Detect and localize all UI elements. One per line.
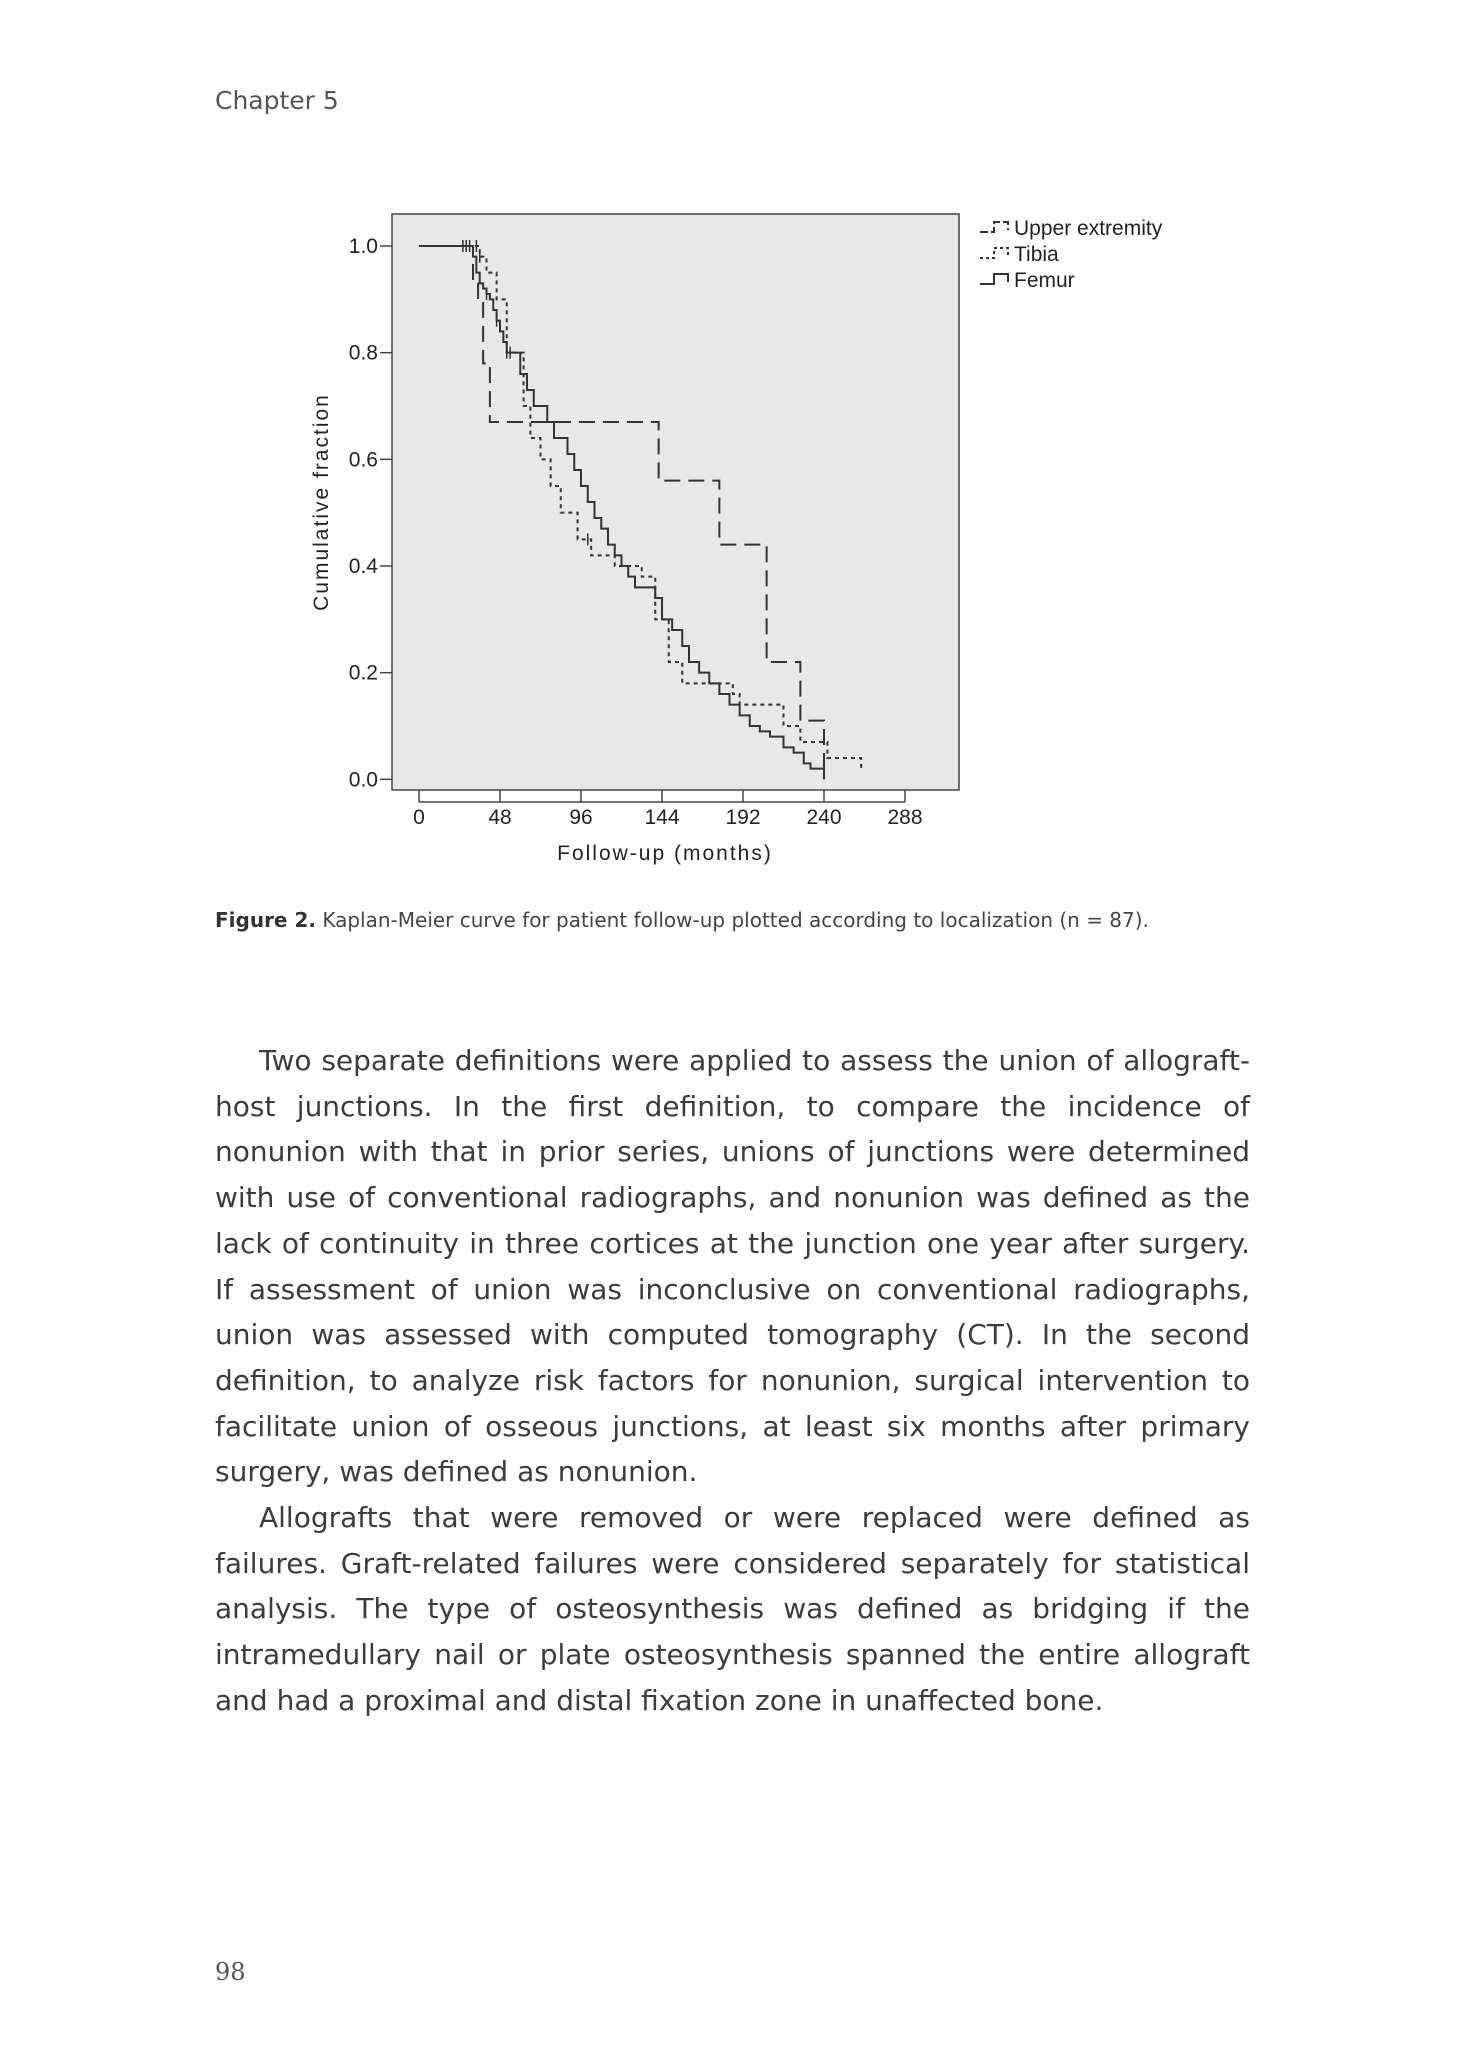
x-tick-label: 144	[644, 806, 680, 829]
figure-caption	[215, 908, 1265, 932]
legend-swatch	[980, 222, 1008, 232]
x-axis-label: Follow-up (months)	[557, 842, 773, 865]
x-tick-label: 192	[725, 806, 761, 829]
paragraph-1: Two separate definitions were applied to assess the union of allograft-host junctions. In the first definition, to compare the incidence of nonunion with that in prior series, unions of junctions were determined with use of conventional radiographs, and nonunion was defined as the lack of continuity in three cortices at the junction one year after surgery. If assessment of union was inconclusive on conventional radiographs, union was assessed with computed tomography (CT). In the second definition, to analyze risk factors for nonunion, surgical intervention to facilitate union of osseous junctions, at least six months after primary surgery, was defined as nonunion.	[215, 1044, 1250, 1489]
paragraph-2: Allografts that were removed or were replaced were defined as failures. Graft-related failures were considered separately for statistical analysis. The type of osteosynthesis was defined as bridging if the intramedullary nail or plate osteosynthesis spanned the entire allograft and had a proximal and distal fixation zone in unaffected bone.	[215, 1501, 1250, 1717]
x-axis	[413, 790, 922, 829]
legend-label: Tibia	[1014, 243, 1059, 266]
legend-swatch	[980, 274, 1008, 284]
page-number: 98	[215, 1958, 246, 1986]
x-tick-label: 288	[887, 806, 923, 829]
figure-caption-label: Figure 2.	[215, 908, 316, 932]
y-tick-label: 0.8	[348, 341, 378, 365]
running-head: Chapter 5	[215, 86, 339, 115]
y-tick-label: 0.6	[348, 448, 378, 472]
figure-caption-text: Kaplan-Meier curve for patient follow-up plotted according to localization (n = 87).	[315, 908, 1149, 932]
legend	[980, 217, 1163, 292]
y-tick-label: 0.0	[348, 768, 378, 792]
plot-area	[392, 214, 959, 790]
legend-label: Femur	[1014, 269, 1075, 292]
body-text	[215, 1038, 1250, 1724]
y-tick-label: 1.0	[348, 235, 378, 258]
legend-swatch	[980, 248, 1008, 258]
x-tick-label: 48	[488, 806, 512, 829]
y-tick-label: 0.2	[348, 661, 378, 685]
x-tick-label: 240	[806, 806, 842, 829]
y-axis	[349, 235, 392, 791]
legend-label: Upper extremity	[1014, 217, 1163, 240]
x-tick-label: 0	[413, 806, 425, 829]
y-axis-label: Cumulative fraction	[310, 393, 333, 611]
x-tick-label: 96	[569, 806, 593, 829]
y-tick-label: 0.4	[348, 555, 378, 578]
kaplan-meier-chart	[280, 200, 1200, 880]
